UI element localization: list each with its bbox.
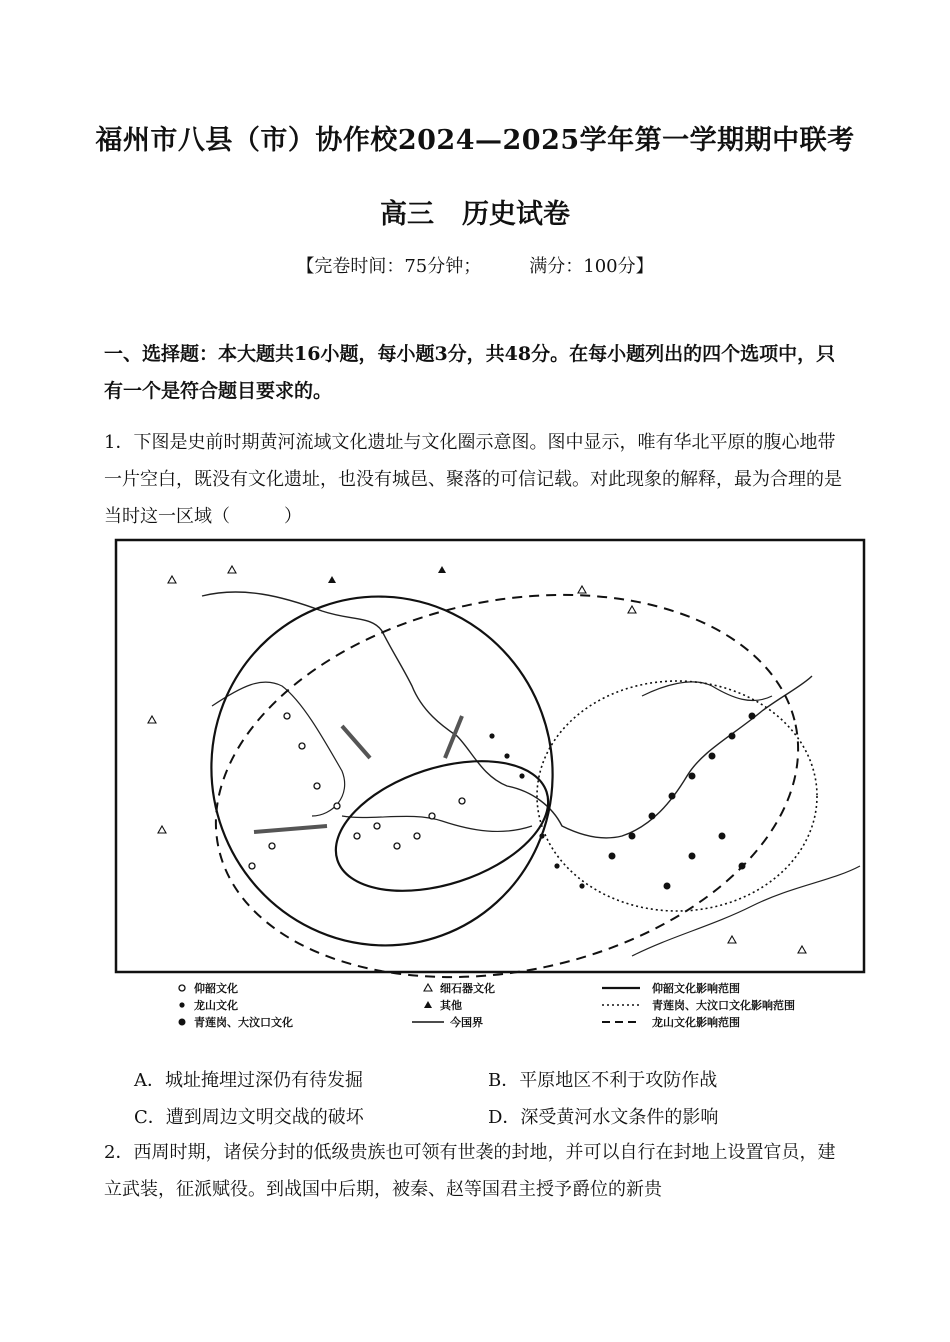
exam-subtitle [0, 192, 950, 231]
option-d: D．深受黄河水文条件的影响 [488, 1107, 719, 1128]
legend-border: 今国界 [450, 1016, 483, 1029]
full-score: 满分：100分】 [529, 256, 654, 277]
time-limit: 【完卷时间：75分钟； [296, 256, 482, 277]
legend-qinglian: 青莲岗、大汶口文化 [194, 1016, 293, 1029]
option-b: B．平原地区不利于攻防作战 [488, 1070, 718, 1091]
exam-title: 福州市八县（市）协作校2024—2025学年第一学期期中联考 [95, 125, 855, 156]
culture-map [112, 536, 870, 1032]
legend-yangshao: 仰韶文化 [194, 982, 238, 995]
legend-yangshao-range: 仰韶文化影响范围 [652, 982, 740, 995]
question-2-stem: 2．西周时期，诸侯分封的低级贵族也可领有世袭的封地，并可以自行在封地上设置官员，建立武装，征派赋役。到战国中后期，被秦、赵等国君主授予爵位的新贵 [104, 1142, 836, 1200]
legend-longshan: 龙山文化 [194, 999, 238, 1012]
legend-longshan-marker [179, 1002, 184, 1007]
exam-meta [0, 252, 950, 278]
map-legend [179, 981, 796, 1029]
option-c: C．遭到周边文明交战的破坏 [134, 1107, 364, 1128]
subject-label: 历史试卷 [462, 199, 570, 230]
legend-qinglian-range: 青莲岗、大汶口文化影响范围 [652, 999, 795, 1012]
legend-longshan-range: 龙山文化影响范围 [652, 1016, 740, 1029]
legend-other: 其他 [440, 999, 462, 1012]
legend-yangshao-marker [179, 985, 185, 991]
legend-other-marker [424, 1001, 432, 1008]
legend-xishiqi: 细石器文化 [440, 982, 495, 995]
question-1-stem: 1．下图是史前时期黄河流域文化遗址与文化圈示意图。图中显示，唯有华北平原的腹心地带一片空白，既没有文化遗址，也没有城邑、聚落的可信记载。对此现象的解释，最为合理的是当时这一区域（ ） [104, 432, 842, 527]
legend-xishiqi-marker [424, 984, 432, 991]
legend-qinglian-marker [179, 1019, 186, 1026]
section-heading: 一、选择题：本大题共16小题，每小题3分，共48分。在每小题列出的四个选项中，只有一个是符合题目要求的。 [104, 343, 836, 402]
option-a: A．城址掩埋过深仍有待发掘 [134, 1070, 363, 1091]
grade-label: 高三 [380, 199, 434, 230]
